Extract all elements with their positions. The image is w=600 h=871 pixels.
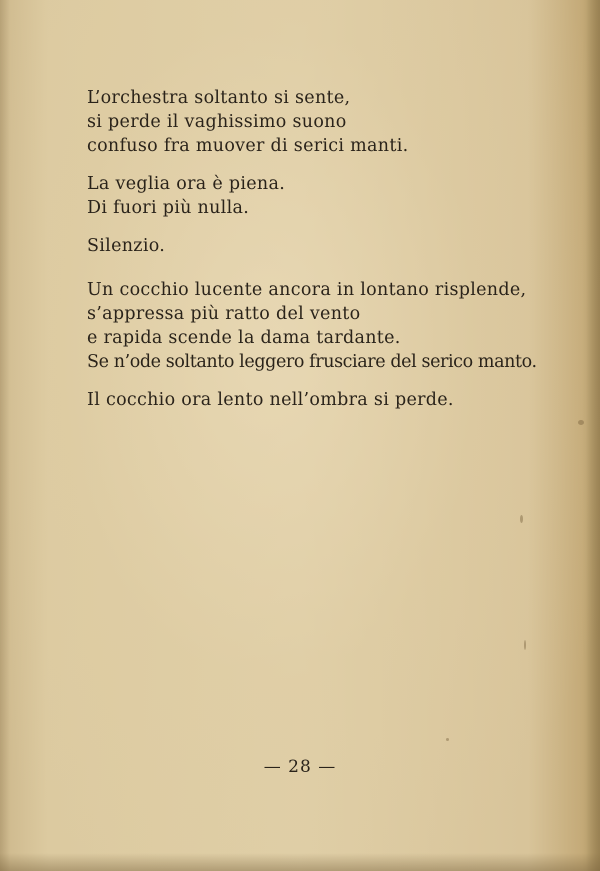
poem-line: L’orchestra soltanto si sente, (87, 88, 351, 108)
poem-line: Di fuori più nulla. (87, 198, 250, 218)
stanza-5 (87, 388, 547, 412)
poem-line: La veglia ora è piena. (87, 174, 286, 194)
paper-speck (578, 420, 584, 425)
poem-line: confuso fra muover di serici manti. (87, 136, 409, 156)
poem-text (87, 86, 547, 426)
poem-line: Il cocchio ora lento nell’ombra si perde. (87, 390, 454, 410)
poem-line: e rapida scende la dama tardante. (87, 328, 401, 348)
poem-line: Un cocchio lucente ancora in lontano risplende, (87, 280, 527, 300)
paper-speck (446, 738, 449, 741)
stanza-1 (87, 86, 547, 158)
poem-line: si perde il vaghissimo suono (87, 112, 347, 132)
page-number: — 28 — (263, 757, 337, 777)
stanza-2 (87, 172, 547, 220)
stanza-3 (87, 234, 547, 258)
stanza-4 (87, 278, 547, 374)
poem-line: Silenzio. (87, 236, 166, 256)
poem-line: Se n’ode soltanto leggero frusciare del serico manto. (87, 352, 537, 372)
page-left-shadow (0, 0, 10, 871)
paper-speck (524, 640, 526, 650)
paper-speck (520, 515, 523, 523)
page-bottom-shadow (0, 853, 600, 871)
page-right-shadow (586, 0, 600, 871)
poem-line: s’appressa più ratto del vento (87, 304, 361, 324)
